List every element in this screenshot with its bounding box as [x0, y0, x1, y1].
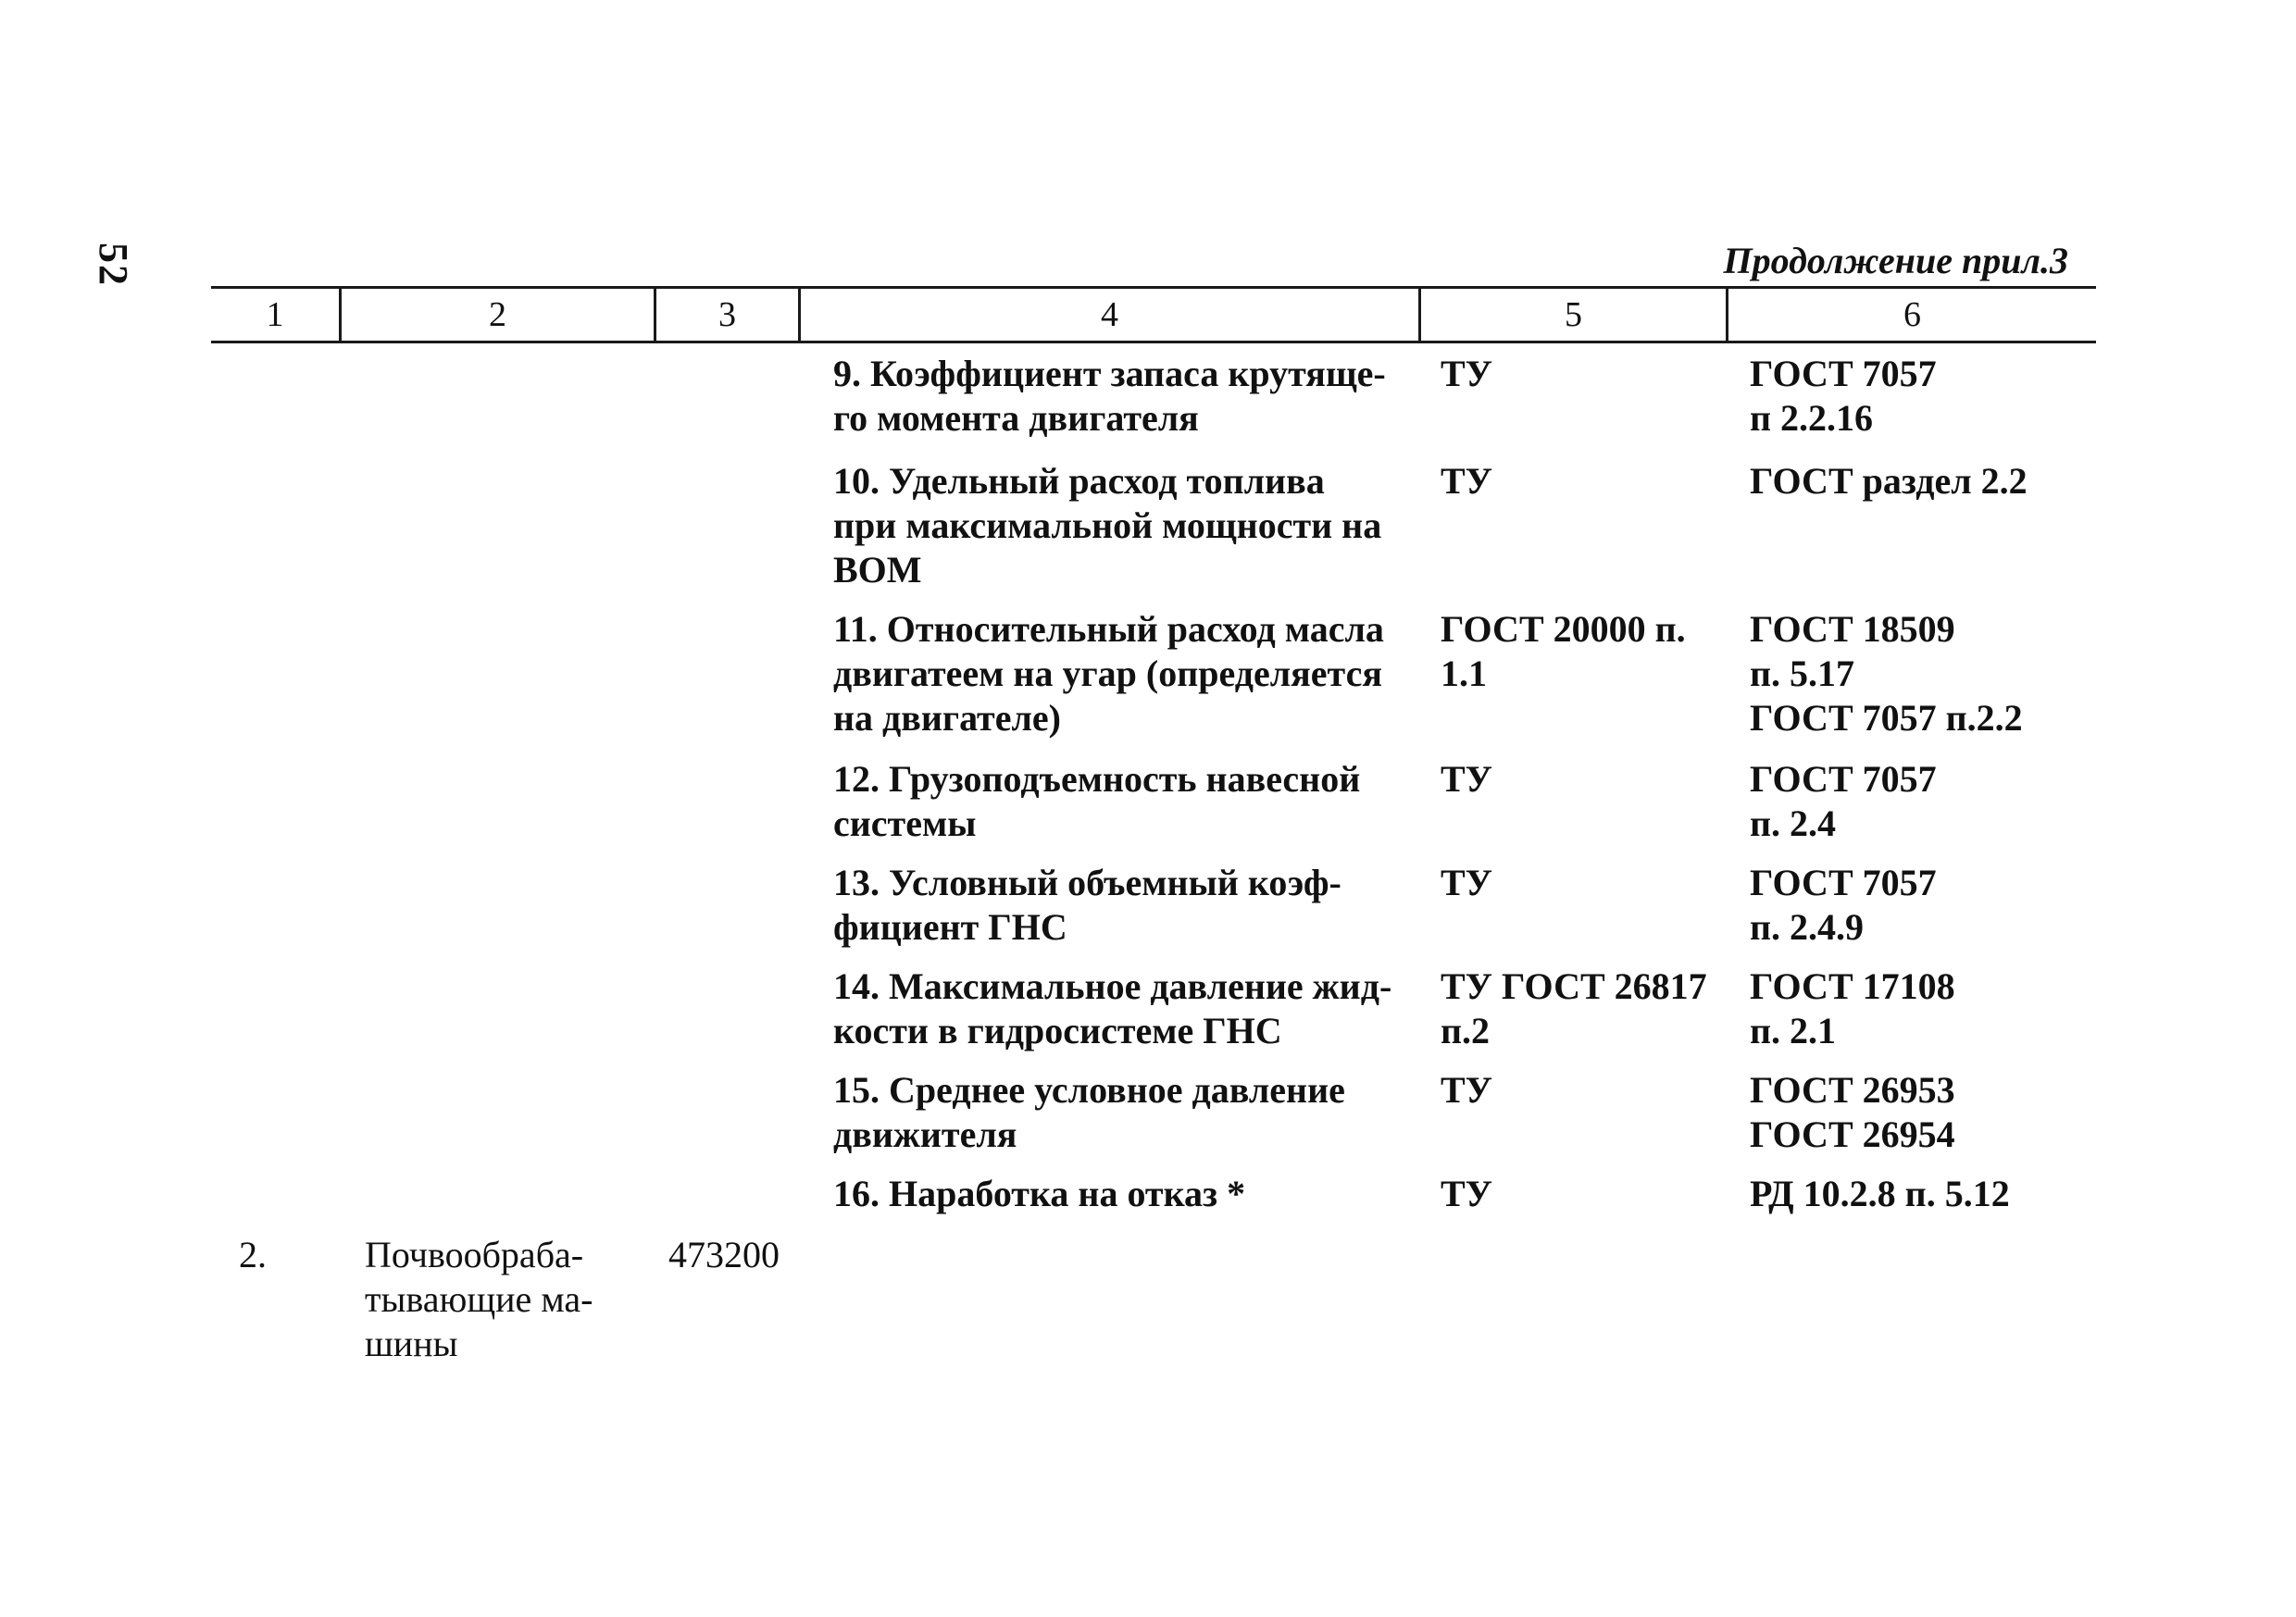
header-bottom-rule — [211, 341, 2096, 343]
column-header-4: 4 — [1101, 295, 1118, 334]
parameter-cell: 11. Относительный расход масла двигатеем на угар (определяется на двигателе) — [833, 608, 1384, 739]
source-cell: ТУ — [1441, 862, 1493, 903]
column-header-2: 2 — [489, 295, 506, 334]
parameter-cell: 14. Максимальное давление жид- кости в гидросистеме ГНС — [833, 965, 1392, 1051]
source-cell: ТУ — [1441, 460, 1493, 502]
source-cell: ГОСТ 20000 п. 1.1 — [1441, 608, 1686, 694]
parameter-cell: 15. Среднее условное давление движителя — [833, 1069, 1345, 1155]
parameter-cell: 9. Коэффициент запаса крутяще- го момента двигателя — [833, 353, 1386, 439]
section-number: 2. — [239, 1234, 267, 1275]
method-cell: ГОСТ 7057 п 2.2.16 — [1750, 353, 1937, 439]
source-cell: ТУ — [1441, 758, 1493, 800]
parameter-cell: 13. Условный объемный коэф- фициент ГНС — [833, 862, 1341, 948]
continuation-title: Продолжение прил.3 — [1723, 240, 2068, 281]
method-cell: ГОСТ 26953 ГОСТ 26954 — [1750, 1069, 1955, 1155]
section-name: Почвообраба- тывающие ма- шины — [365, 1234, 593, 1364]
column-header-1: 1 — [266, 295, 284, 334]
column-header-5: 5 — [1565, 295, 1582, 334]
source-cell: ТУ ГОСТ 26817 п.2 — [1441, 965, 1707, 1051]
page-number: 52 — [91, 243, 136, 287]
parameter-cell: 16. Наработка на отказ * — [833, 1173, 1246, 1214]
parameter-cell: 12. Грузоподъемность навесной системы — [833, 758, 1361, 844]
source-cell: ТУ — [1441, 1069, 1493, 1111]
method-cell: ГОСТ 18509 п. 5.17 ГОСТ 7057 п.2.2 — [1750, 608, 2023, 739]
source-cell: ТУ — [1441, 353, 1493, 394]
method-cell: ГОСТ 7057 п. 2.4.9 — [1750, 862, 1937, 948]
parameter-cell: 10. Удельный расход топлива при максимальной мощности на ВОМ — [833, 460, 1382, 591]
method-cell: ГОСТ раздел 2.2 — [1750, 460, 2028, 502]
method-cell: ГОСТ 7057 п. 2.4 — [1750, 758, 1937, 844]
column-header-6: 6 — [1903, 295, 1921, 334]
method-cell: РД 10.2.8 п. 5.12 — [1750, 1173, 2010, 1214]
header-top-rule — [211, 286, 2096, 289]
source-cell: ТУ — [1441, 1173, 1493, 1214]
section-code: 473200 — [668, 1234, 780, 1275]
column-header-3: 3 — [718, 295, 736, 334]
method-cell: ГОСТ 17108 п. 2.1 — [1750, 965, 1955, 1051]
